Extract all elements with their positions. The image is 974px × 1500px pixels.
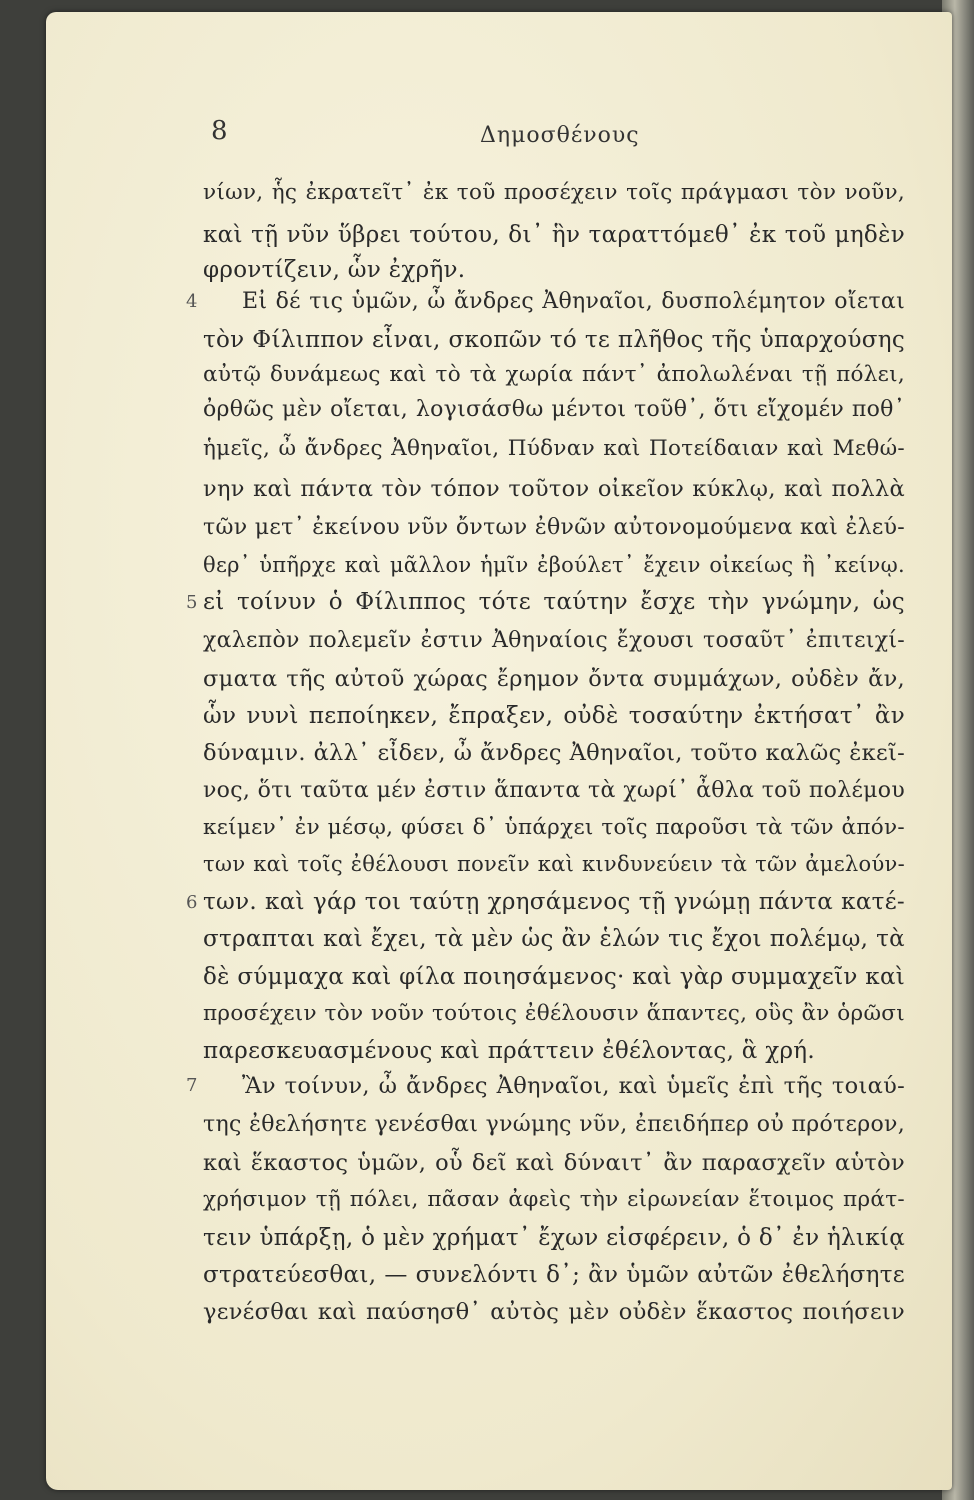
text-line: παρεσκευασμένους καὶ πράττειν ἐθέλοντας, ἃ χρή.: [203, 1038, 815, 1064]
text-line: προσέχειν τὸν νοῦν τούτοις ἐθέλουσιν ἅπαντες, οὓς ἂν ὁρῶσι: [203, 1001, 905, 1026]
text-line: κείμεν᾽ ἐν μέσῳ, φύσει δ᾽ ὑπάρχει τοῖς παροῦσι τὰ τῶν ἀπόν-: [203, 815, 905, 840]
text-line: τειν ὑπάρξῃ, ὁ μὲν χρήματ᾽ ἔχων εἰσφέρειν, ὁ δ᾽ ἐν ἡλικίᾳ: [203, 1225, 906, 1251]
text-line: της ἐθελήσητε γενέσθαι γνώμης νῦν, ἐπειδήπερ οὐ πρότερον,: [203, 1112, 905, 1137]
text-line: καὶ τῇ νῦν ὕβρει τούτου, δι᾽ ἣν ταραττόμεθ᾽ ἐκ τοῦ μηδὲν: [203, 222, 905, 248]
text-line: ἡμεῖς, ὦ ἄνδρες Ἀθηναῖοι, Πύδναν καὶ Ποτείδαιαν καὶ Μεθώ-: [203, 436, 905, 461]
section-number: 6: [186, 892, 198, 913]
running-head: Δημοσθένους: [480, 123, 640, 148]
text-line: Εἰ δέ τις ὑμῶν, ὦ ἄνδρες Ἀθηναῖοι, δυσπολέμητον οἴεται: [242, 289, 905, 314]
text-line: νην καὶ πάντα τὸν τόπον τοῦτον οἰκεῖον κύκλῳ, καὶ πολλὰ: [203, 476, 905, 502]
text-line: στρατεύεσθαι, — συνελόντι δ᾽; ἂν ὑμῶν αὐτῶν ἐθελήσητε: [203, 1262, 905, 1288]
text-line: τὸν Φίλιππον εἶναι, σκοπῶν τό τε πλῆθος τῆς ὑπαρχούσης: [203, 327, 905, 353]
text-line: νίων, ἧς ἐκρατεῖτ᾽ ἐκ τοῦ προσέχειν τοῖς πράγμασι τὸν νοῦν,: [203, 180, 905, 205]
section-number: 7: [186, 1075, 198, 1096]
text-line: των καὶ τοῖς ἐθέλουσι πονεῖν καὶ κινδυνεύειν τὰ τῶν ἀμελούν-: [203, 852, 905, 876]
text-line: χρήσιμον τῇ πόλει, πᾶσαν ἀφεὶς τὴν εἰρωνείαν ἕτοιμος πράτ-: [203, 1187, 905, 1212]
text-line: ὀρθῶς μὲν οἴεται, λογισάσθω μέντοι τοῦθ᾽, ὅτι εἴχομέν ποθ᾽: [203, 397, 905, 422]
text-line: φροντίζειν, ὧν ἐχρῆν.: [203, 257, 466, 283]
page-number: 8: [211, 116, 228, 146]
text-line: στραπται καὶ ἔχει, τὰ μὲν ὡς ἂν ἑλών τις ἔχοι πολέμῳ, τὰ: [203, 926, 905, 952]
text-line: δὲ σύμμαχα καὶ φίλα ποιησάμενος· καὶ γὰρ συμμαχεῖν καὶ: [203, 964, 906, 990]
text-line: θερ᾽ ὑπῆρχε καὶ μᾶλλον ἡμῖν ἐβούλετ᾽ ἔχειν οἰκείως ἢ ᾿κείνῳ.: [203, 553, 905, 577]
text-line: σματα τῆς αὐτοῦ χώρας ἔρημον ὄντα συμμάχων, οὐδὲν ἄν,: [203, 666, 905, 692]
text-line: χαλεπὸν πολεμεῖν ἐστιν Ἀθηναίοις ἔχουσι τοσαῦτ᾽ ἐπιτειχί-: [203, 628, 905, 653]
text-line: νος, ὅτι ταῦτα μέν ἐστιν ἅπαντα τὰ χωρί᾽ ἆθλα τοῦ πολέμου: [203, 778, 905, 803]
text-line: τῶν μετ᾽ ἐκείνου νῦν ὄντων ἐθνῶν αὐτονομούμενα καὶ ἐλεύ-: [203, 515, 905, 540]
text-line: αὐτῷ δυνάμεως καὶ τὸ τὰ χωρία πάντ᾽ ἀπολωλέναι τῇ πόλει,: [203, 362, 905, 387]
text-line: ὧν νυνὶ πεποίηκεν, ἔπραξεν, οὐδὲ τοσαύτην ἐκτήσατ᾽ ἂν: [203, 703, 905, 729]
text-line: δύναμιν. ἀλλ᾽ εἶδεν, ὦ ἄνδρες Ἀθηναῖοι, τοῦτο καλῶς ἐκεῖ-: [203, 740, 905, 766]
section-number: 5: [186, 592, 198, 613]
text-line: γενέσθαι καὶ παύσησθ᾽ αὐτὸς μὲν οὐδὲν ἕκαστος ποιήσειν: [203, 1299, 905, 1325]
section-number: 4: [186, 291, 198, 312]
text-line: Ἂν τοίνυν, ὦ ἄνδρες Ἀθηναῖοι, καὶ ὑμεῖς ἐπὶ τῆς τοιαύ-: [242, 1073, 905, 1099]
text-line: καὶ ἕκαστος ὑμῶν, οὗ δεῖ καὶ δύναιτ᾽ ἂν παρασχεῖν αὑτὸν: [203, 1150, 905, 1176]
text-line: εἰ τοίνυν ὁ Φίλιππος τότε ταύτην ἔσχε τὴν γνώμην, ὡς: [203, 589, 905, 615]
text-line: των. καὶ γάρ τοι ταύτῃ χρησάμενος τῇ γνώμῃ πάντα κατέ-: [203, 889, 905, 915]
